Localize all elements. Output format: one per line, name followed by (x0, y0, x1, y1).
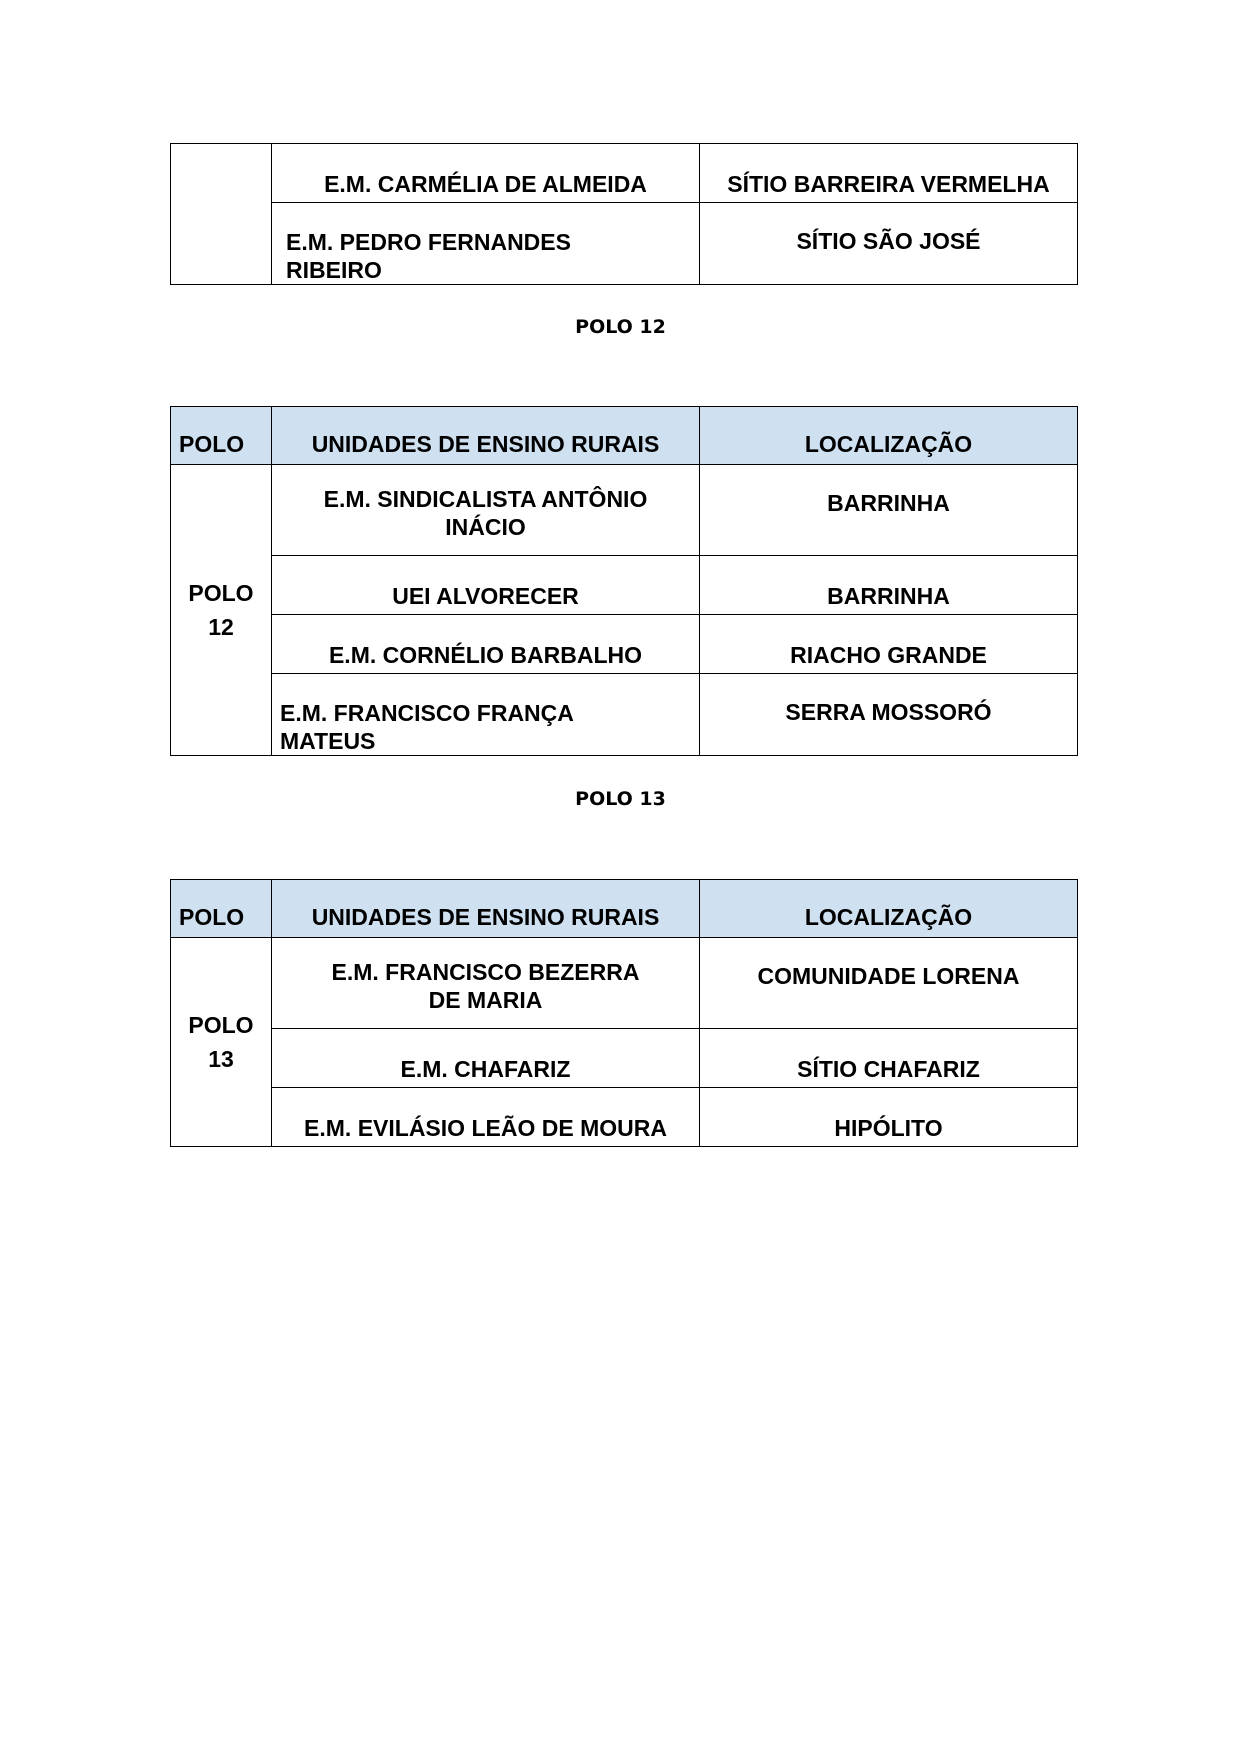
table-continuation (170, 143, 1078, 285)
location-cell (700, 144, 1078, 203)
table-row (171, 144, 1078, 203)
school-cell (272, 203, 700, 285)
table-row (171, 674, 1078, 756)
location-name: COMUNIDADE LORENA (757, 963, 1020, 989)
school-cell (272, 1088, 700, 1147)
school-name-line1: E.M. SINDICALISTA ANTÔNIO (323, 486, 648, 512)
polo-label-cell (171, 465, 272, 756)
school-cell (272, 615, 700, 674)
location-cell (700, 556, 1078, 615)
header-units: UNIDADES DE ENSINO RURAIS (272, 407, 700, 465)
table-row (171, 1088, 1078, 1147)
table-row (171, 203, 1078, 285)
school-name: E.M. CHAFARIZ (400, 1056, 571, 1082)
school-name-line1: E.M. FRANCISCO FRANÇA (280, 700, 574, 726)
header-polo: POLO (171, 407, 272, 465)
table-header-row (171, 880, 1078, 938)
table-row (171, 1029, 1078, 1088)
school-cell (272, 465, 700, 556)
polo-label-line1: POLO (188, 580, 254, 606)
location-name: SÍTIO CHAFARIZ (797, 1056, 980, 1082)
school-name-line1: E.M. FRANCISCO BEZERRA (331, 959, 640, 985)
school-name-line2: INÁCIO (445, 514, 526, 540)
location-name: SERRA MOSSORÓ (785, 699, 992, 725)
polo-label-line1: POLO (188, 1012, 254, 1038)
location-name: SÍTIO SÃO JOSÉ (796, 228, 981, 254)
table-row (171, 615, 1078, 674)
school-name: E.M. CARMÉLIA DE ALMEIDA (324, 171, 647, 197)
school-name: UEI ALVORECER (392, 583, 579, 609)
school-name-line2: MATEUS (280, 728, 376, 754)
school-name: E.M. CORNÉLIO BARBALHO (328, 642, 643, 668)
school-name: E.M. EVILÁSIO LEÃO DE MOURA (304, 1115, 667, 1141)
table-polo-12 (170, 406, 1078, 756)
header-location: LOCALIZAÇÃO (700, 880, 1078, 938)
school-cell (272, 1029, 700, 1088)
location-cell (700, 674, 1078, 756)
table-polo-13 (170, 879, 1078, 1147)
header-units: UNIDADES DE ENSINO RURAIS (272, 880, 700, 938)
school-cell (272, 674, 700, 756)
table-row (171, 938, 1078, 1029)
school-cell (272, 144, 700, 203)
location-cell (700, 938, 1078, 1029)
polo-cell-empty (171, 144, 272, 285)
location-cell (700, 615, 1078, 674)
header-polo: POLO (171, 880, 272, 938)
location-name: SÍTIO BARREIRA VERMELHA (727, 171, 1050, 197)
school-cell (272, 938, 700, 1029)
table-row (171, 556, 1078, 615)
caption-polo-13: POLO 13 (575, 788, 666, 810)
school-name-line1: E.M. PEDRO FERNANDES (286, 229, 571, 255)
location-name: BARRINHA (827, 583, 950, 609)
location-cell (700, 1029, 1078, 1088)
polo-label-line2: 12 (208, 614, 234, 640)
location-cell (700, 203, 1078, 285)
table-row (171, 465, 1078, 556)
school-cell (272, 556, 700, 615)
location-cell (700, 465, 1078, 556)
school-name-line2: DE MARIA (428, 987, 543, 1013)
polo-label-cell (171, 938, 272, 1147)
location-name: BARRINHA (827, 490, 950, 516)
header-location: LOCALIZAÇÃO (700, 407, 1078, 465)
polo-label-line2: 13 (208, 1046, 234, 1072)
location-cell (700, 1088, 1078, 1147)
location-name: HIPÓLITO (834, 1115, 943, 1141)
caption-polo-12: POLO 12 (575, 316, 666, 338)
location-name: RIACHO GRANDE (790, 642, 987, 668)
table-header-row (171, 407, 1078, 465)
school-name-line2: RIBEIRO (286, 257, 382, 283)
